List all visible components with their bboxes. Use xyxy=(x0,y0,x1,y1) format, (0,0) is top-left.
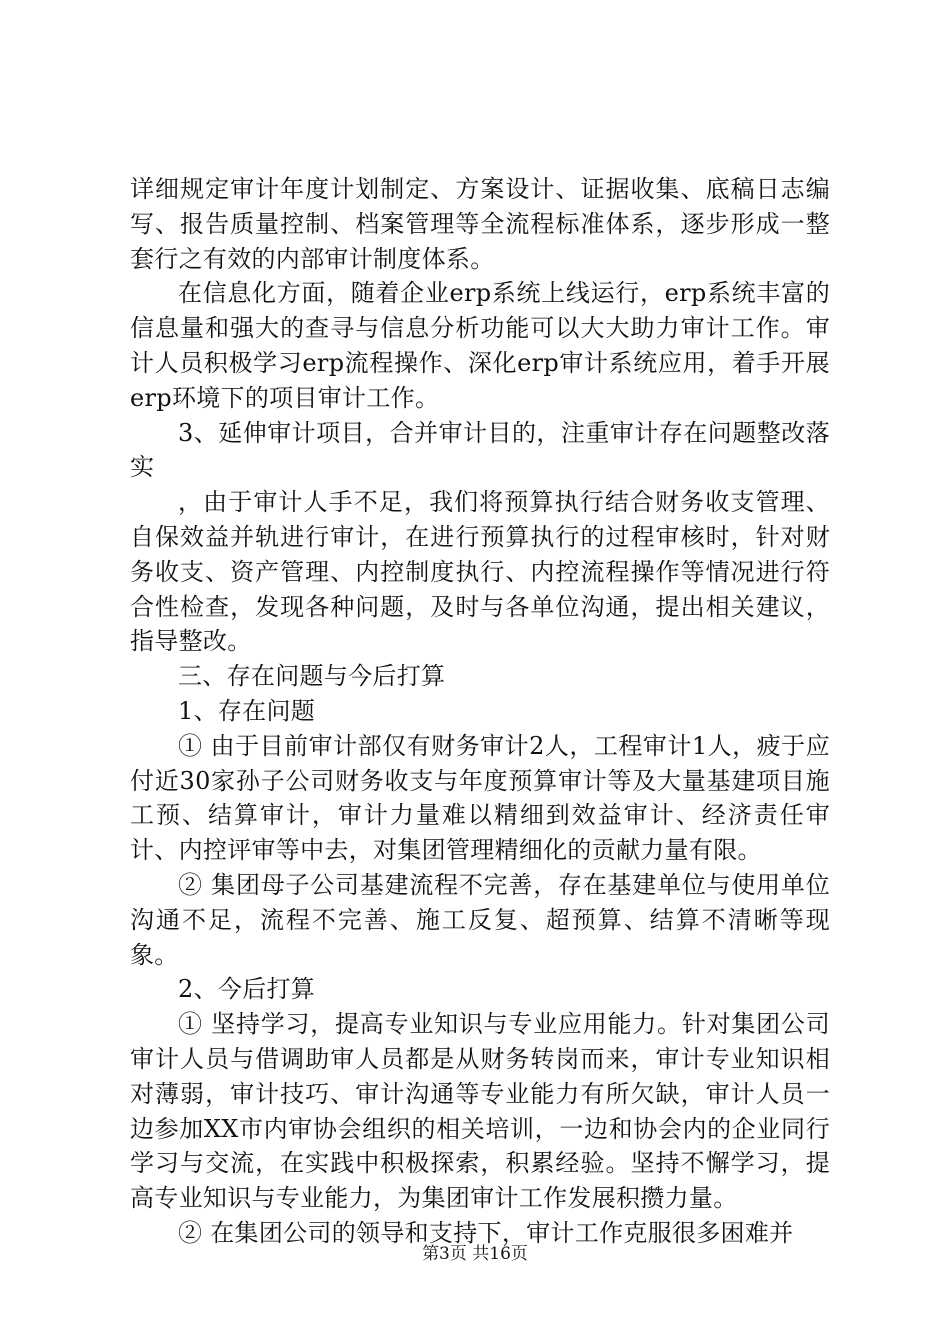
section-heading-problems-plans: 三、存在问题与今后打算 xyxy=(178,662,446,691)
plan-item-1: ① 坚持学习，提高专业知识与专业应用能力。针对集团公司审计人员与借调助审人员都是从财务转岗而来，审计专业知识相对薄弱，审计技巧、审计沟通等专业能力有所欠缺，审计人员一边参加XX市内审协会组织的相关培训，一边和协会内的企业同行学习与交流，在实践中积极探索，积累经验。坚持不懈学习，提高专业知识与专业能力，为集团审计工作发展积攒力量。 xyxy=(130,1010,830,1213)
subheading-problems: 1、存在问题 xyxy=(178,696,316,725)
paragraph-1: 详细规定审计年度计划制定、方案设计、证据收集、底稿日志编写、报告质量控制、档案管理等全流程标准体系，逐步形成一整套行之有效的内部审计制度体系。 xyxy=(130,175,830,273)
subheading-plans: 2、今后打算 xyxy=(178,975,316,1004)
problem-item-2: ② 集团母子公司基建流程不完善，存在基建单位与使用单位沟通不足，流程不完善、施工反复、超预算、结算不清晰等现象。 xyxy=(130,870,830,969)
body-text xyxy=(130,172,830,1251)
page-footer xyxy=(0,1243,950,1265)
problem-item-1: ① 由于目前审计部仅有财务审计2人，工程审计1人，疲于应付近30家孙子公司财务收支与年度预算审计等及大量基建项目施工预、结算审计，审计力量难以精细到效益审计、经济责任审计、内控评审等中去，对集团管理精细化的贡献力量有限。 xyxy=(130,731,830,865)
page-number: 第3页 共16页 xyxy=(422,1244,528,1264)
plan-item-2: ② 在集团公司的领导和支持下，审计工作克服很多困难并 xyxy=(178,1218,794,1247)
paragraph-4: ，由于审计人手不足，我们将预算执行结合财务收支管理、自保效益并轨进行审计，在进行预算执行的过程审核时，针对财务收支、资产管理、内控制度执行、内控流程操作等情况进行符合性检查，发现各种问题，及时与各单位沟通，提出相关建议，指导整改。 xyxy=(130,488,830,656)
paragraph-2: 在信息化方面，随着企业erp系统上线运行，erp系统丰富的信息量和强大的查寻与信息分析功能可以大大助力审计工作。审计人员积极学习erp流程操作、深化erp审计系统应用，着手开展erp环境下的项目审计工作。 xyxy=(130,279,830,412)
section-heading-3: 3、延伸审计项目，合并审计目的，注重审计存在问题整改落实 xyxy=(130,418,830,482)
